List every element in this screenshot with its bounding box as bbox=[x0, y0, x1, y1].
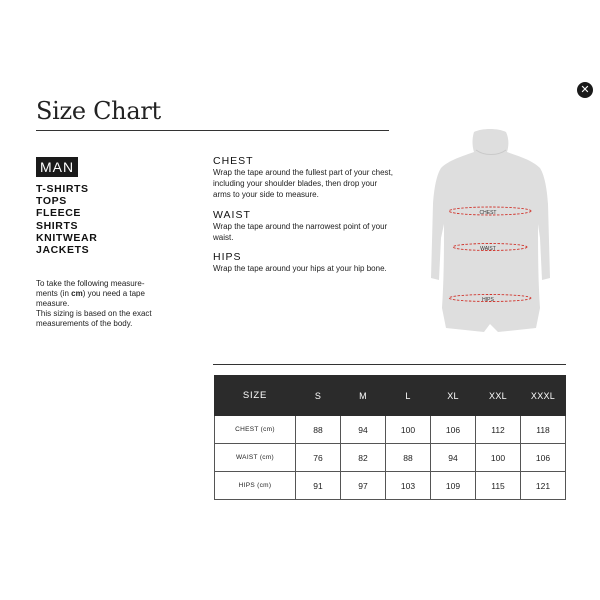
table-row bbox=[215, 472, 566, 500]
table-cell: 103 bbox=[386, 472, 431, 500]
table-divider bbox=[213, 364, 566, 365]
page-title: Size Chart bbox=[36, 97, 161, 125]
close-icon[interactable]: ✕ bbox=[577, 82, 593, 98]
size-column-header: S bbox=[296, 376, 341, 416]
table-cell: 94 bbox=[341, 416, 386, 444]
note-line bbox=[36, 289, 186, 299]
category-item: TOPS bbox=[36, 195, 67, 208]
table-cell: 115 bbox=[476, 472, 521, 500]
category-item: FLEECE bbox=[36, 207, 82, 220]
note-unit: cm bbox=[71, 289, 83, 298]
title-divider bbox=[36, 130, 389, 131]
size-column-header: M bbox=[341, 376, 386, 416]
size-header: SIZE bbox=[215, 376, 296, 416]
hips-figure-label: HIPS bbox=[482, 297, 494, 303]
size-column-header: XL bbox=[431, 376, 476, 416]
table-cell: 109 bbox=[431, 472, 476, 500]
table-cell: 88 bbox=[386, 444, 431, 472]
table-row bbox=[215, 416, 566, 444]
size-table bbox=[214, 375, 566, 500]
hips-instructions bbox=[213, 251, 393, 274]
category-item: KNITWEAR bbox=[36, 231, 98, 244]
table-cell: 88 bbox=[296, 416, 341, 444]
size-column-header: L bbox=[386, 376, 431, 416]
table-cell: 76 bbox=[296, 444, 341, 472]
category-item: JACKETS bbox=[36, 244, 90, 257]
note-text: ments (in bbox=[36, 289, 72, 298]
table-cell: 106 bbox=[431, 416, 476, 444]
waist-text: Wrap the tape around the narrowest point of your waist. bbox=[213, 222, 388, 242]
note-line: To take the following measure- bbox=[36, 279, 145, 288]
table-cell: 106 bbox=[521, 444, 566, 472]
waist-heading: WAIST bbox=[213, 209, 251, 221]
table-row bbox=[215, 444, 566, 472]
size-column-header: XXL bbox=[476, 376, 521, 416]
category-item: T-SHIRTS bbox=[36, 183, 89, 195]
table-cell: 94 bbox=[431, 444, 476, 472]
chest-figure-label: CHEST bbox=[479, 210, 497, 216]
body-measurement-illustration bbox=[428, 128, 553, 336]
category-list bbox=[36, 183, 97, 256]
table-cell: 112 bbox=[476, 416, 521, 444]
chest-text: Wrap the tape around the fullest part of your chest, including your shoulder blades, then drop your arms to your side to measure. bbox=[213, 168, 393, 199]
hips-heading: HIPS bbox=[213, 251, 242, 263]
note-text: ) you need a tape bbox=[82, 289, 145, 298]
note-line: This sizing is based on the exact bbox=[36, 309, 152, 318]
table-cell: 121 bbox=[521, 472, 566, 500]
measuring-note bbox=[36, 279, 186, 329]
note-line: measure. bbox=[36, 299, 70, 308]
note-line: measurements of the body. bbox=[36, 319, 133, 328]
chest-instructions bbox=[213, 155, 393, 200]
table-cell: 118 bbox=[521, 416, 566, 444]
table-cell: 82 bbox=[341, 444, 386, 472]
size-column-header: XXXL bbox=[521, 376, 566, 416]
hips-text: Wrap the tape around your hips at your hip bone. bbox=[213, 264, 387, 273]
row-label: CHEST (cm) bbox=[215, 416, 296, 444]
category-item: SHIRTS bbox=[36, 219, 79, 232]
table-cell: 100 bbox=[476, 444, 521, 472]
table-header-row bbox=[215, 376, 566, 416]
table-cell: 91 bbox=[296, 472, 341, 500]
category-badge: MAN bbox=[36, 157, 78, 177]
chest-heading: CHEST bbox=[213, 155, 254, 167]
row-label: WAIST (cm) bbox=[215, 444, 296, 472]
waist-instructions bbox=[213, 209, 393, 243]
waist-figure-label: WAIST bbox=[480, 246, 496, 252]
row-label: HIPS (cm) bbox=[215, 472, 296, 500]
table-cell: 100 bbox=[386, 416, 431, 444]
table-cell: 97 bbox=[341, 472, 386, 500]
